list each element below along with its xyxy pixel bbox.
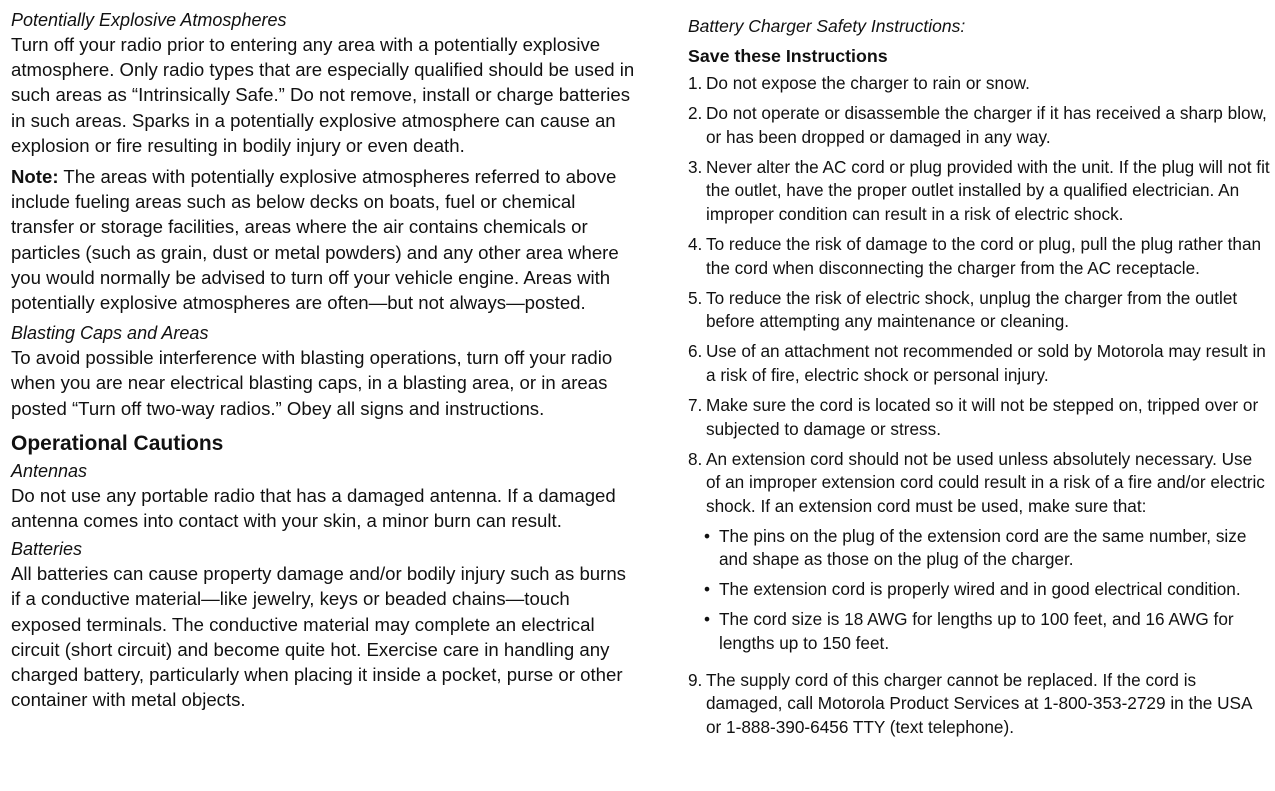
bullet-text: The extension cord is properly wired and in good electrical condition.: [719, 579, 1241, 600]
list-item: [688, 156, 1270, 227]
list-item: [688, 394, 1270, 441]
extension-cord-bullet-list: [704, 525, 1270, 656]
list-item-text: To reduce the risk of damage to the cord or plug, pull the plug rather than the cord when disconnecting the charger from the AC receptacle.: [706, 234, 1262, 278]
list-item: [688, 287, 1270, 334]
bullet-marker: •: [704, 609, 711, 630]
batteries-paragraph: All batteries can cause property damage and/or bodily injury such as burns if a conductive material—like jewelry, keys or beaded chains—touch exposed terminals. The conductive material may complete an electrical circuit (short circuit) and become quite hot. Exercise care in handling any charged battery, particularly when placing it inside a pocket, purse or other container with metal objects.: [11, 563, 626, 711]
explosive-atmospheres-paragraph: Turn off your radio prior to entering any area with a potentially explosive atmosphere. Only radio types that are especially qualified should be used in such areas as “Intrinsically Safe.” Do not remove, install or charge batteries in such areas. Sparks in a potentially explosive atmosphere can cause an explosion or fire resulting in bodily injury or even death.: [11, 34, 635, 156]
list-item-text: Do not operate or disassemble the charger if it has received a sharp blow, or has been dropped or damaged in any way.: [706, 103, 1267, 147]
bullet-text: The pins on the plug of the extension cord are the same number, size and shape as those on the plug of the charger.: [719, 525, 1247, 570]
list-item: [688, 448, 1270, 662]
list-item-text: Do not expose the charger to rain or snow.: [706, 73, 1030, 93]
bullet-marker: •: [704, 579, 711, 600]
list-item-text: Never alter the AC cord or plug provided with the unit. If the plug will not fit the outlet, have the proper outlet installed by a qualified electrician. An improper condition can result in a risk of electric shock.: [706, 156, 1270, 224]
charger-instructions-list: [688, 72, 1270, 739]
save-instructions-heading: Save these Instructions: [688, 46, 888, 66]
list-item-number: 6.: [688, 341, 703, 362]
list-item-text: Use of an attachment not recommended or sold by Motorola may result in a risk of fire, electric shock or personal injury.: [706, 341, 1266, 386]
list-item-body: An extension cord should not be used unless absolutely necessary. Use of an improper extension cord could result in a risk of a fire and/or electric shock. If an extension cord must be used, make sure that:: [706, 448, 1265, 516]
list-item: [688, 233, 1270, 280]
antennas-heading: Antennas: [11, 460, 88, 481]
list-item-text: Make sure the cord is located so it will not be stepped on, tripped over or subjected to damage or stress.: [706, 395, 1259, 439]
left-column: [11, 8, 636, 712]
note-label: Note:: [11, 166, 59, 188]
charger-safety-heading: Battery Charger Safety Instructions:: [688, 16, 966, 36]
list-item-text: [706, 448, 1270, 662]
list-item-text: The supply cord of this charger cannot be replaced. If the cord is damaged, call Motorola Product Services at 1-800-353-2729 in the USA or 1-888-390-6456 TTY (text telephone).: [706, 669, 1252, 737]
explosive-atmospheres-heading: Potentially Explosive Atmospheres: [11, 10, 287, 30]
list-item-number: 5.: [688, 287, 703, 308]
bullet-text: The cord size is 18 AWG for lengths up to 100 feet, and 16 AWG for lengths up to 150 feet.: [719, 609, 1234, 653]
list-item: [688, 72, 1270, 96]
list-item-number: 9.: [688, 669, 703, 690]
operational-cautions-heading: Operational Cautions: [11, 431, 224, 455]
list-item-number: 7.: [688, 395, 703, 416]
list-item: [688, 102, 1270, 149]
list-item: [688, 669, 1270, 740]
batteries-heading: Batteries: [11, 539, 83, 560]
list-item-text: To reduce the risk of electric shock, unplug the charger from the outlet before attempting any maintenance or cleaning.: [706, 287, 1238, 332]
bullet-item: [704, 608, 1270, 655]
bullet-item: [704, 525, 1270, 572]
list-item-number: 1.: [688, 73, 703, 93]
blasting-caps-heading: Blasting Caps and Areas: [11, 323, 209, 344]
note-text: The areas with potentially explosive atmospheres referred to above include fueling areas such as below decks on boats, fuel or chemical transfer or storage facilities, areas where the air contains chemicals or particles (such as grain, dust or metal powders) and any other area where you would normally be advised to turn off your vehicle engine. Areas with potentially explosive atmospheres are often—but not always—posted.: [11, 166, 619, 314]
bullet-marker: •: [704, 525, 711, 546]
list-item: [688, 340, 1270, 387]
list-item-number: 3.: [688, 156, 703, 177]
list-item-number: 8.: [688, 448, 703, 469]
right-column: [688, 14, 1270, 746]
antennas-paragraph: Do not use any portable radio that has a damaged antenna. If a damaged antenna comes into contact with your skin, a minor burn can result.: [11, 484, 616, 532]
list-item-number: 2.: [688, 103, 703, 124]
list-item-number: 4.: [688, 234, 703, 255]
bullet-item: [704, 578, 1270, 602]
explosive-note-paragraph: [11, 164, 636, 315]
blasting-caps-paragraph: To avoid possible interference with blasting operations, turn off your radio when you are near electrical blasting caps, in a blasting area, or in areas posted “Turn off two-way radios.” Obey all signs and instructions.: [11, 347, 613, 419]
